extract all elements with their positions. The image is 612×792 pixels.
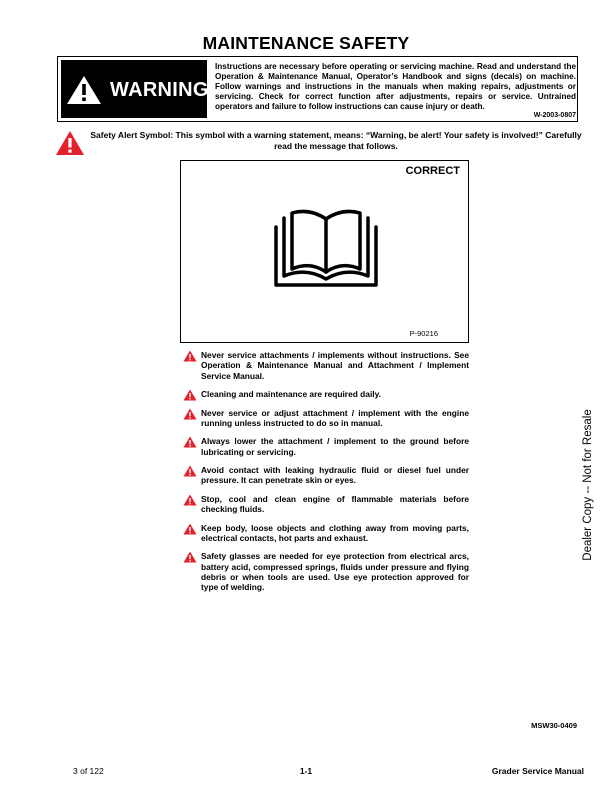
document-code: MSW30-0409	[531, 721, 577, 730]
safety-alert-icon	[183, 551, 197, 563]
warning-triangle-icon	[66, 75, 102, 105]
safety-alert-icon	[183, 389, 197, 401]
safety-alert-icon	[183, 494, 197, 506]
safety-alert-icon	[183, 523, 197, 535]
safety-list	[183, 350, 469, 601]
list-item	[183, 408, 469, 429]
page-count: 3 of 122	[73, 766, 104, 776]
safety-alert-icon	[183, 350, 197, 362]
warning-word: WARNING	[110, 79, 209, 101]
safety-alert-icon	[55, 130, 85, 156]
watermark-text: Dealer Copy -- Not for Resale	[582, 409, 594, 561]
list-item	[183, 465, 469, 486]
list-item-text: Stop, cool and clean engine of flammable materials before checking fluids.	[201, 493, 469, 515]
list-item-text: Never service or adjust attachment / implement with the engine running unless instructed to do so in manual.	[201, 407, 469, 428]
list-item-text: Never service attachments / implements without instructions. See Operation & Maintenance Manual and Attachment / Implement Service Manual.	[201, 350, 469, 381]
open-book-icon	[274, 209, 378, 287]
safety-alert-icon	[183, 408, 197, 420]
warning-code: W-2003-0807	[533, 112, 576, 119]
list-item	[183, 551, 469, 592]
list-item	[183, 523, 469, 544]
safety-alert-text: Safety Alert Symbol: This symbol with a warning statement, means: “Warning, be alert! Your safety is involved!” Carefully read the message that follows.	[90, 130, 582, 151]
list-item	[183, 389, 469, 399]
list-item-text: Safety glasses are needed for eye protection from electrical arcs, battery acid, compressed springs, fluids under pressure and flying debris or when tools are used. Use eye protection approved for type of welding.	[201, 551, 469, 593]
list-item-text: Cleaning and maintenance are required daily.	[201, 389, 381, 400]
safety-alert-icon	[183, 465, 197, 477]
list-item-text: Always lower the attachment / implement to the ground before lubricating or servicing.	[201, 436, 469, 457]
page-number: 1-1	[299, 766, 313, 776]
figure-code: P-90216	[409, 329, 438, 338]
list-item	[183, 350, 469, 381]
figure-box	[180, 160, 469, 343]
safety-alert-icon	[183, 436, 197, 448]
warning-text: Instructions are necessary before operating or servicing machine. Read and understand the Operation & Maintenance Manual, Operator’s Handbook and signs (decals) on machine. Follow warnings and instructions in the manuals when making repairs, adjustments or servicing. Check for correct function after adjustments, repairs or service. Untrained operators and failure to follow instructions can cause injury or death.	[215, 62, 576, 112]
figure-label: CORRECT	[405, 165, 460, 177]
manual-name: Grader Service Manual	[491, 766, 584, 776]
list-item	[183, 494, 469, 515]
list-item	[183, 436, 469, 457]
page-title: MAINTENANCE SAFETY	[202, 33, 410, 53]
list-item-text: Keep body, loose objects and clothing away from moving parts, electrical contacts, hot parts and exhaust.	[201, 522, 469, 543]
list-item-text: Avoid contact with leaking hydraulic fluid or diesel fuel under pressure. It can penetrate skin or eyes.	[201, 465, 469, 486]
